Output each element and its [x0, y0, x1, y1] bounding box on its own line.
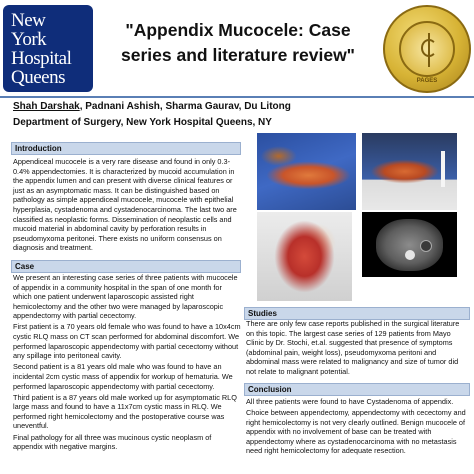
seal-inner	[399, 21, 455, 77]
conclusion-paragraph: All three patients were found to have Cystadenoma of appendix.	[246, 397, 454, 406]
specimen-photo-2	[362, 133, 457, 210]
studies-text	[246, 319, 468, 378]
case-paragraph: We present an interesting case series of three patients with mucocele of appendix in a community hospital in the span of one month for which one patient underwent laparoscopic assisted right hemicolectomy and the other two were managed by laparoscopic appendectomy with partial cecectomy.	[13, 273, 238, 321]
ct-cystic-mass	[420, 240, 432, 252]
conclusion-heading: Conclusion	[244, 383, 470, 396]
case-paragraph: Final pathology for all three was mucinous cystic neoplasm of appendix with negative margins.	[13, 432, 212, 452]
ct-abdomen	[376, 219, 443, 271]
specimen-photo-3	[257, 212, 352, 301]
introduction-text	[13, 157, 241, 254]
introduction-heading: Introduction	[11, 142, 241, 155]
logo-line: York	[11, 28, 47, 50]
seal-text: PAGES	[416, 78, 438, 84]
studies-paragraph: There are only few case reports published in the surgical literature on this topic. The largest case series of 129 patients from Mayo Clinic by Dr. Stochi, et.al. suggested that presence of symptoms (abdominal pain, weight loss), pseudomyxoma peritoni and abdominal mass were related to malignancy and size of tumor did not relate to malignant potential.	[246, 319, 460, 376]
logo-line: Queens	[11, 66, 65, 88]
other-authors: , Padnani Ashish, Sharma Gaurav, Du Litong	[79, 101, 291, 112]
case-paragraph: First patient is a 70 years old female who was found to have a 10x4cm cystic RLQ mass on CT scan performed for abdominal discomfort. We performed laparoscopic appendectomy with partial cecectomy without any spillage into peritoneal cavity.	[13, 322, 241, 361]
logo-line: Hospital	[11, 47, 72, 69]
case-paragraph: Second patient is a 81 years old male who was found to have an incidental 2cm cystic mass of appendix for workup of hematuria. We performed laparoscopic appendectomy with partial cecectomy.	[13, 362, 233, 391]
ct-spine	[405, 250, 415, 260]
studies-heading: Studies	[244, 307, 470, 320]
ruler-icon	[441, 151, 445, 187]
ct-scan-image	[362, 212, 457, 277]
header-divider	[0, 96, 474, 98]
conclusion-text	[246, 397, 468, 458]
poster-title: "Appendix Mucocele: Case series and literature review"	[121, 20, 355, 65]
conclusion-paragraph: Choice between appendectomy, appendectomy with cecectomy and right hemicolectomy is not very clearly outlined. Benign mucocele of appendix with no involvement of base can be treated with appendectomy where as cystadenocarcinoma with no metastasis need right hemicolectomy for adequate resection.	[246, 408, 466, 456]
case-paragraph: Third patient is a 87 years old male worked up for asymptomatic RLQ large mass and found to have a 11x7cm cystic mass in RLQ. We performed right hemicolectomy and the postoperative course was uneventful.	[13, 392, 237, 431]
case-text	[13, 273, 241, 453]
department: Department of Surgery, New York Hospital Queens, NY	[13, 117, 272, 128]
snake-icon	[421, 39, 437, 57]
author-list	[13, 101, 291, 112]
specimen-photo-1	[257, 133, 356, 210]
case-heading: Case	[11, 260, 241, 273]
introduction-paragraph: Appendiceal mucocele is a very rare disease and found in only 0.3-0.4% appendectomies. It is characterized by mucoid accumulation in the appendix lumen and can present with diverse clinical features or just as an asymptomatic mass. It can be distinguished based on pathology as simple appendiceal mucocele, mucocele with epithelial hyperplasia, cystadenoma and cystadenocarcinoma. The last two are classified as neoplastic forms. Dissemination of neoplastic cells and mucoid material in abdominal cavity by perforation results in pseudomyxoma peritonei. There exists no uniform consensus on diagnosis and treatment.	[13, 157, 237, 253]
logo-line: New	[11, 9, 46, 31]
society-seal-logo	[383, 5, 471, 93]
first-author: Shah Darshak	[13, 101, 80, 112]
hospital-logo	[3, 5, 93, 92]
